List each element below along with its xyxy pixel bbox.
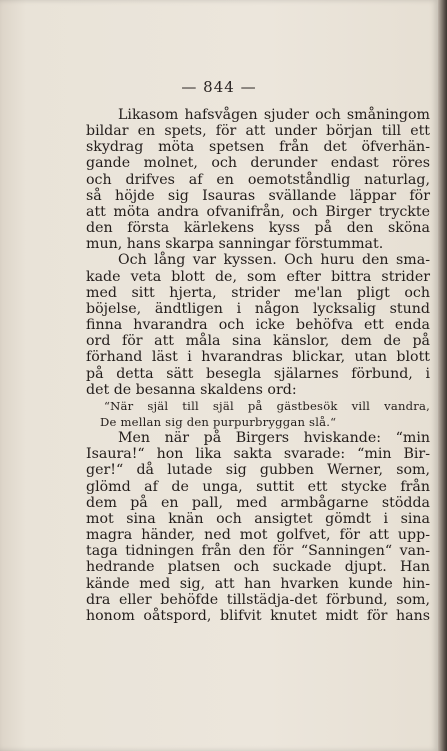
text-line: kände med sig, att han hvarken kunde hin- — [86, 575, 430, 592]
text-line: ord för att måla sina känslor, dem de på — [86, 333, 430, 350]
text-line: kade veta blott de, som efter bittra strider — [86, 268, 430, 285]
text-line: skydrag möta spetsen från det öfverhän- — [86, 139, 430, 156]
text-line: böjelse, ändtligen i någon lycksalig stund — [86, 300, 430, 317]
text-line: dra eller behöfde tillstädja-det förbund, som, — [86, 591, 430, 608]
text-line: Men när på Birgers hviskande: “min — [118, 430, 430, 447]
text-line: mun, hans skarpa sanningar förstummat. — [86, 236, 384, 253]
text-line: gande molnet, och derunder endast röres — [86, 155, 430, 172]
text-line: så höjde sig Isauras svällande läppar för — [86, 187, 430, 204]
text-line: Isaura!“ hon lika sakta svarade: “min Bir- — [86, 446, 430, 463]
text-line: förhand läst i hvarandras blickar, utan blott — [86, 349, 430, 366]
text-line: med sitt hjerta, strider me'lan pligt och — [86, 284, 430, 301]
body-text — [86, 107, 430, 624]
text-line: glömd af de unga, suttit ett stycke från — [86, 478, 430, 495]
text-line: och drifves af en oemotståndlig naturlag, — [86, 171, 430, 188]
text-line: den första kärlekens kyss på den sköna — [86, 220, 430, 237]
text-line: hedrande platsen och suckade djupt. Han — [86, 559, 430, 576]
text-line: det de besanna skaldens ord: — [86, 381, 297, 398]
text-line: dem på en pall, med armbågarne stödda — [86, 494, 430, 511]
text-line: Och lång var kyssen. Och huru den sma- — [118, 252, 430, 269]
text-line: att möta andra ofvanifrån, och Birger tryckte — [86, 203, 430, 220]
text-line: bildar en spets, för att under början till ett — [86, 123, 430, 140]
text-line: taga tidningen från den för “Sanningen“ van- — [86, 543, 430, 560]
text-line: magra händer, ned mot golfvet, för att upp- — [86, 527, 430, 544]
text-line: ger!“ då lutade sig gubben Werner, som, — [86, 462, 430, 479]
text-line: finna hvarandra och icke behöfva ett enda — [86, 317, 430, 334]
text-line: Likasom hafsvågen sjuder och småningom — [118, 107, 430, 123]
text-line: på detta sätt besegla själarnes förbund, i — [86, 365, 430, 382]
text-line: De mellan sig den purpurbryggan slå.“ — [100, 414, 337, 429]
page-edge — [438, 0, 447, 751]
text-line: honom oåtspord, blifvit knutet midt för hans — [86, 607, 430, 624]
page-number: — 844 — — [181, 78, 257, 96]
text-line: mot sina knän och ansigtet gömdt i sina — [86, 510, 430, 527]
text-line: “När själ till själ på gästbesök vill vandra, — [104, 398, 430, 413]
